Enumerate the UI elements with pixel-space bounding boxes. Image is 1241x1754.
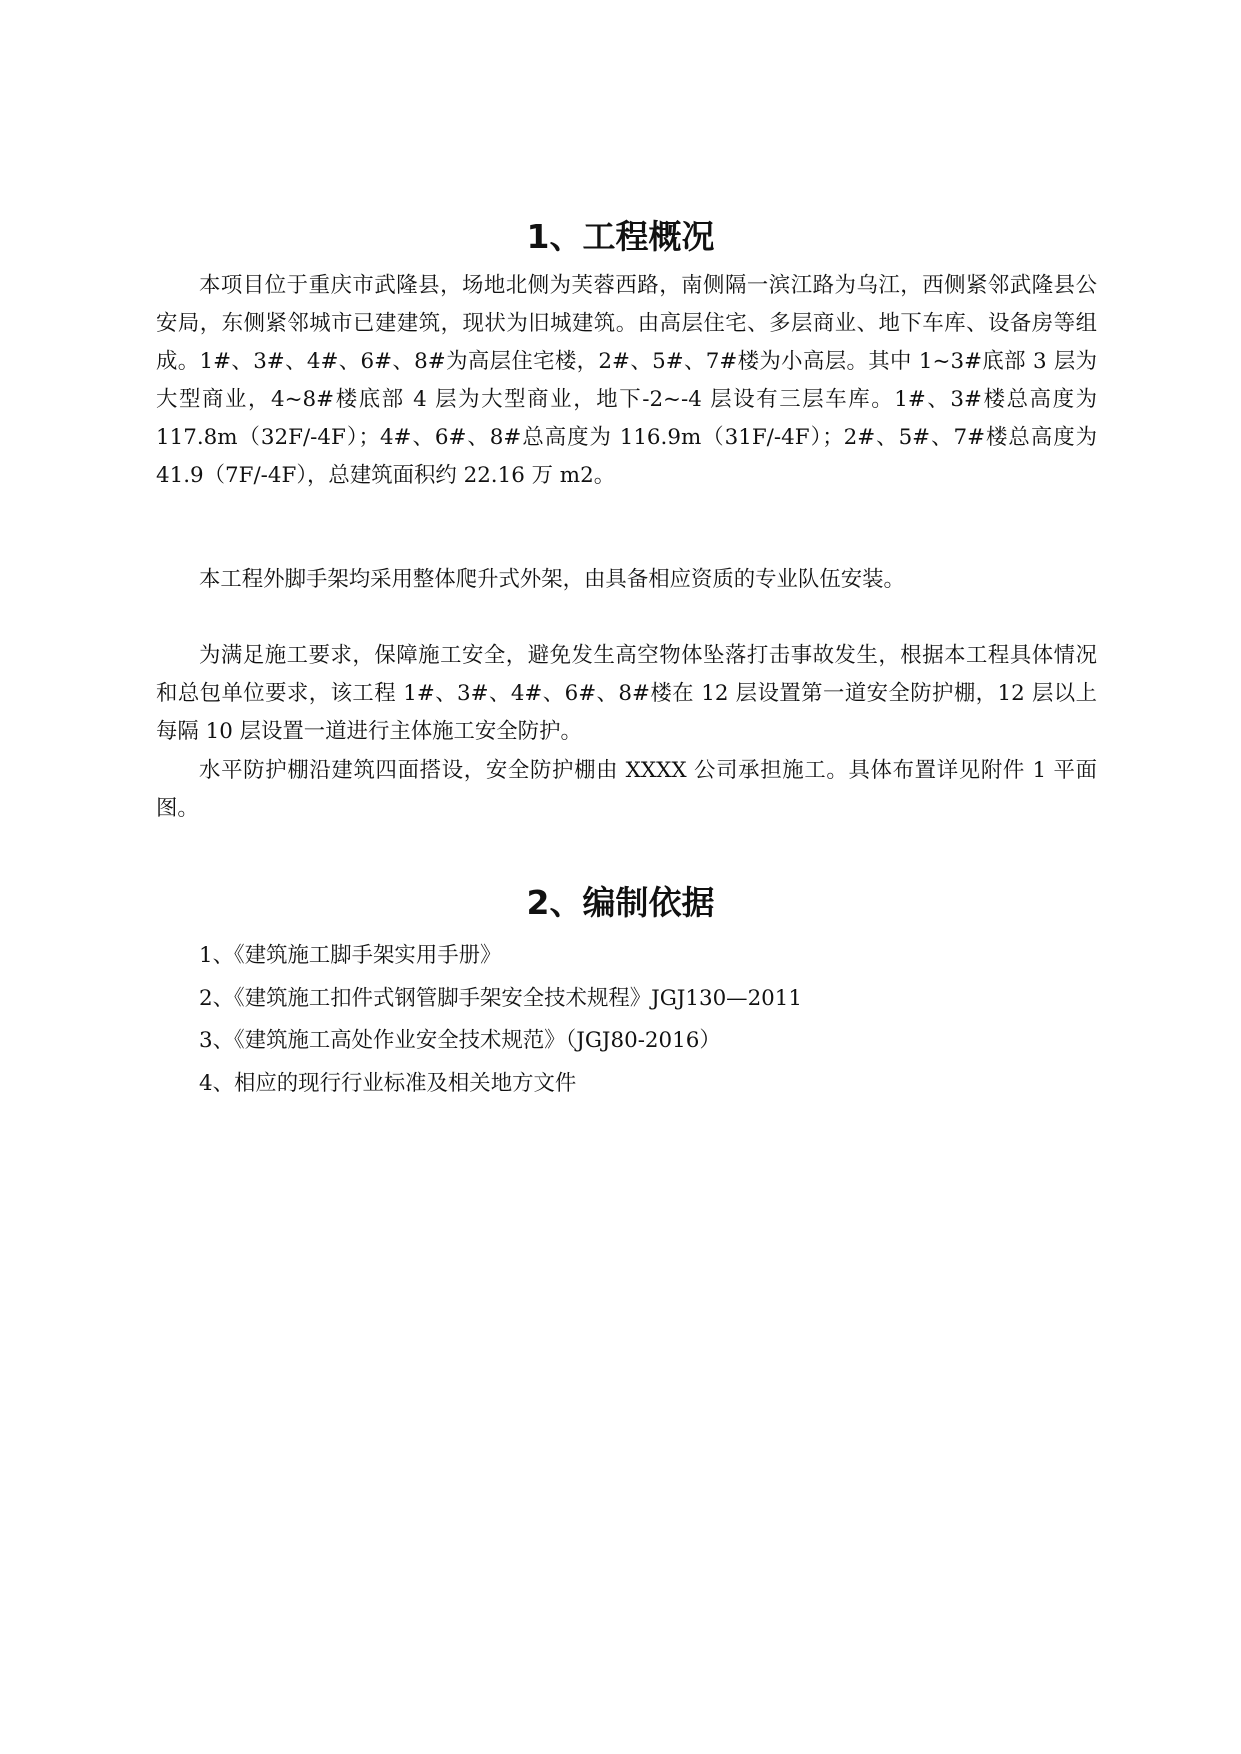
- section-title-project-overview: 1、工程概况: [526, 217, 715, 256]
- overview-paragraph: 本项目位于重庆市武隆县，场地北侧为芙蓉西路，南侧隔一滨江路为乌江，西侧紧邻武隆县公安局，东侧紧邻城市已建建筑，现状为旧城建筑。由高层住宅、多层商业、地下车库、设备房等组成。1#、3#、4#、6#、8#为高层住宅楼，2#、5#、7#楼为小高层。其中 1~3#底部 3 层为大型商业，4~8#楼底部 4 层为大型商业，地下-2~-4 层设有三层车库。1#、3#楼总高度为 117.8m（32F/-4F）；4#、6#、8#总高度为 116.9m（31F/-4F）；2#、5#、7#楼总高度为 41.9（7F/-4F），总建筑面积约 22.16 万 m2。: [156, 273, 1097, 488]
- reference-item: 3、《建筑施工高处作业安全技术规范》（JGJ80-2016）: [199, 1028, 721, 1053]
- protective-shed-paragraph: 水平防护棚沿建筑四面搭设，安全防护棚由 XXXX 公司承担施工。具体布置详见附件 1 平面图。: [156, 758, 1097, 821]
- scaffold-paragraph: 本工程外脚手架均采用整体爬升式外架，由具备相应资质的专业队伍安装。: [199, 567, 905, 592]
- section-title-compilation-basis: 2、编制依据: [526, 883, 715, 922]
- safety-requirement-paragraph: 为满足施工要求，保障施工安全，避免发生高空物体坠落打击事故发生，根据本工程具体情况和总包单位要求，该工程 1#、3#、4#、6#、8#楼在 12 层设置第一道安全防护棚，12 层以上每隔 10 层设置一道进行主体施工安全防护。: [156, 643, 1097, 744]
- reference-item: 4、相应的现行行业标准及相关地方文件: [199, 1070, 577, 1096]
- reference-item: 2、《建筑施工扣件式钢管脚手架安全技术规程》JGJ130—2011: [199, 985, 803, 1011]
- reference-list: [199, 937, 1099, 1107]
- reference-item: 1、《建筑施工脚手架实用手册》: [199, 943, 502, 968]
